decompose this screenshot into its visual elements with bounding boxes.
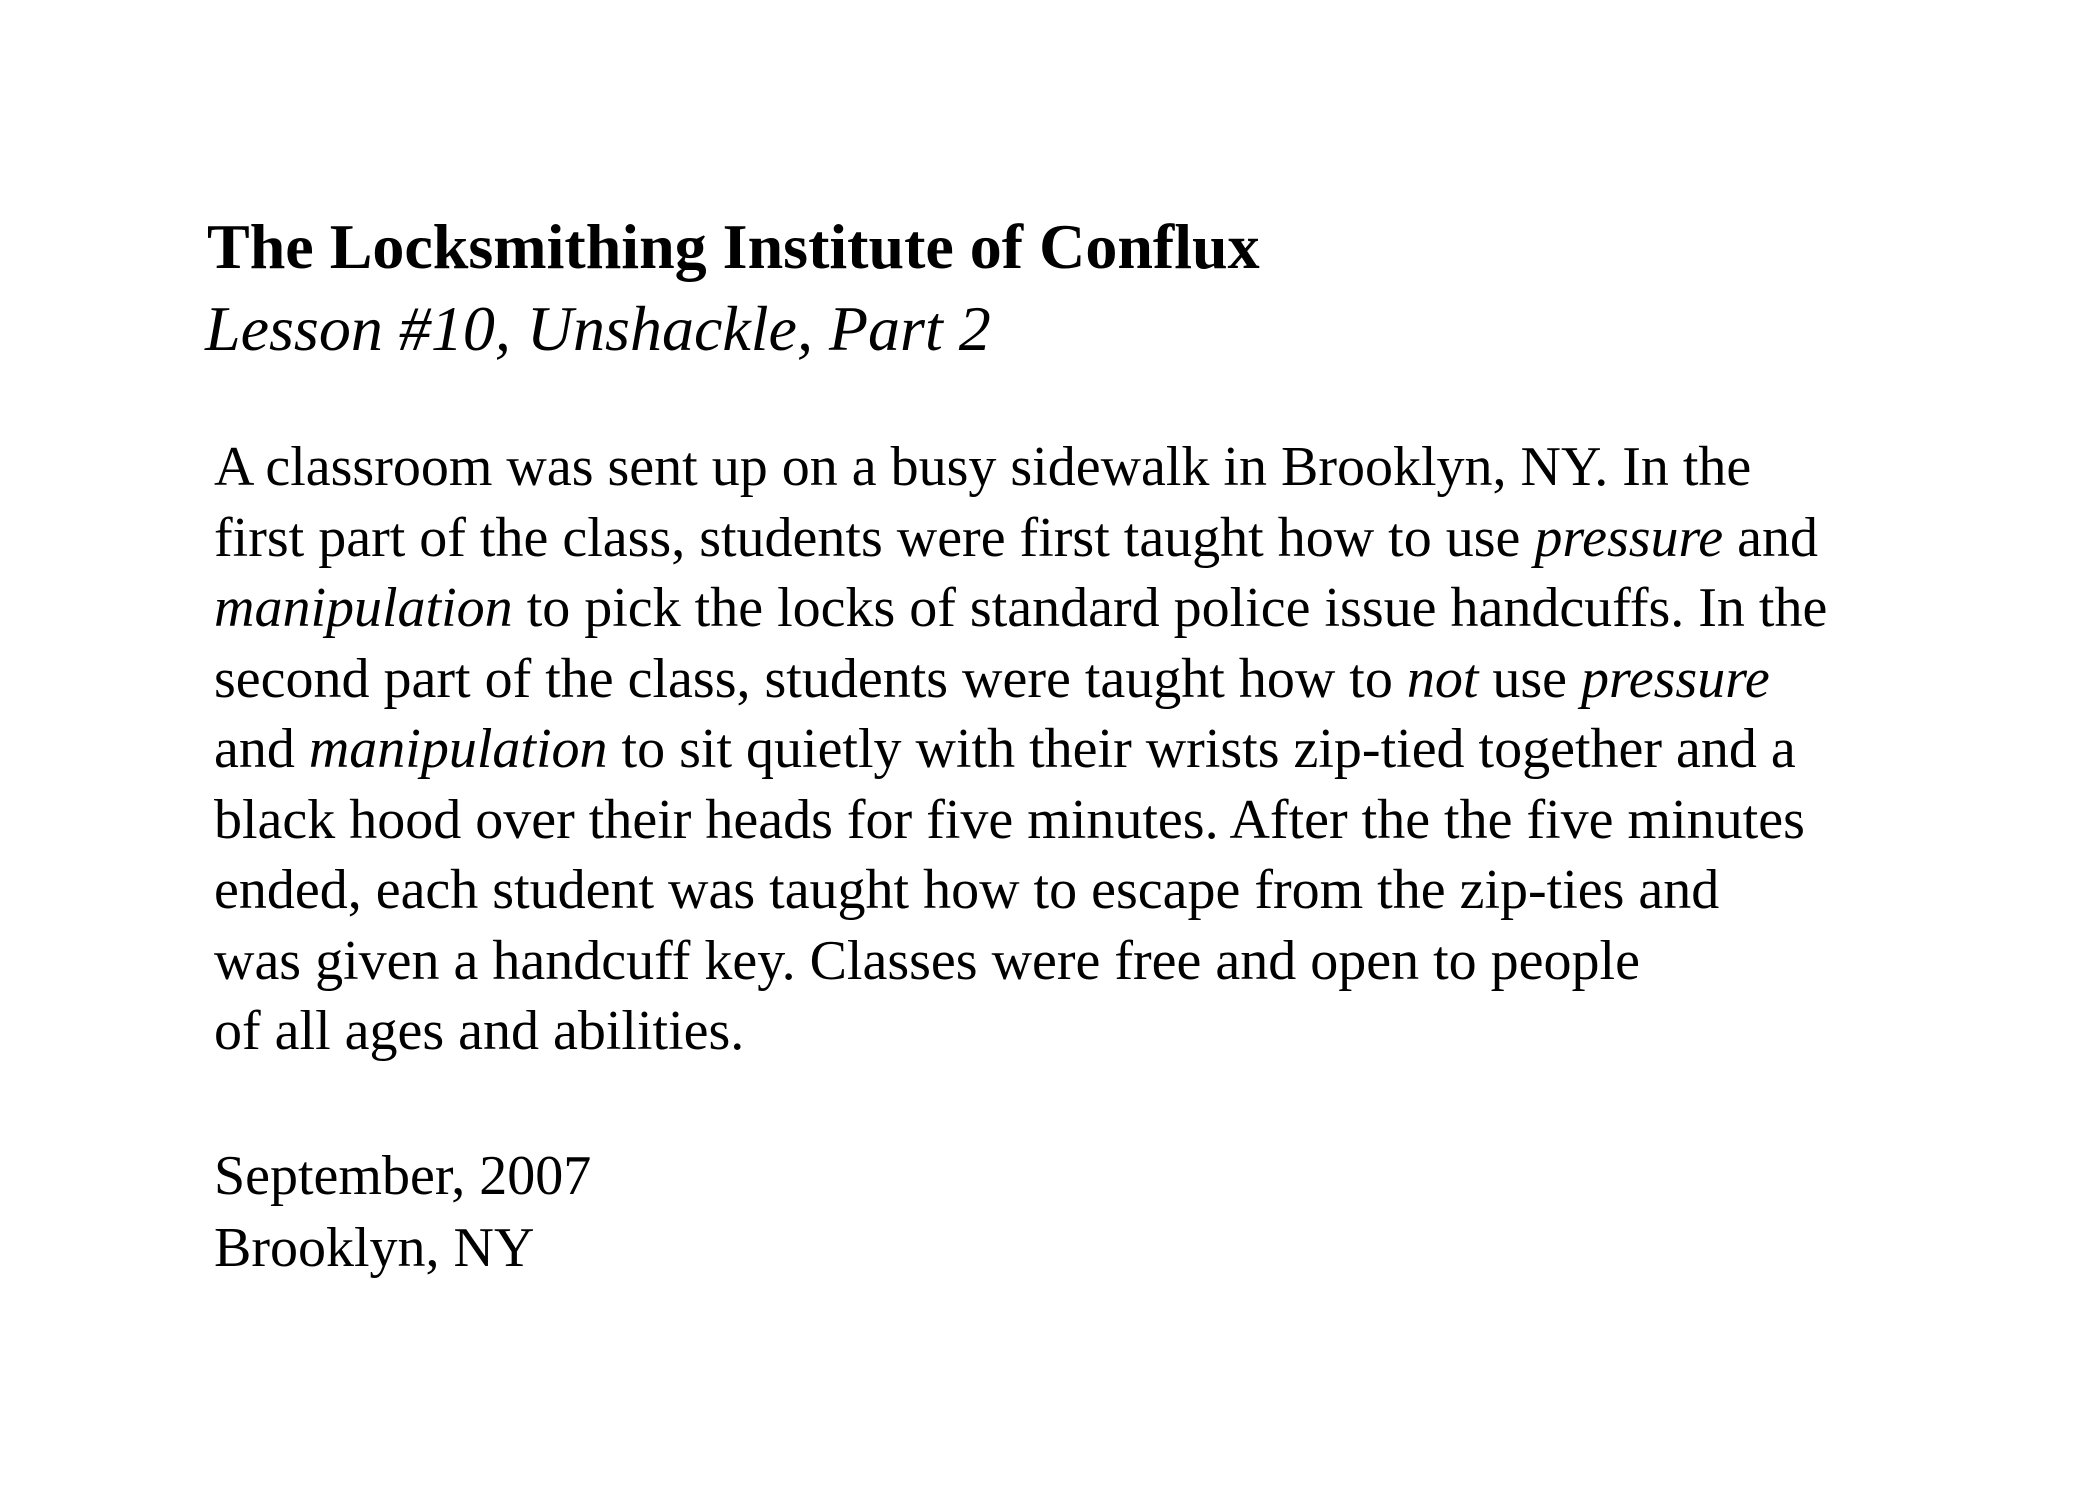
text-run: and — [1723, 506, 1818, 569]
text-run: A classroom was sent up on a busy sidewalk in Brooklyn, NY. In the — [214, 436, 1752, 498]
date-location-block — [214, 1140, 591, 1284]
document-title: The Locksmithing Institute of Conflux — [207, 211, 1260, 282]
text-run: ended, each student was taught how to escape from the zip-ties and — [214, 859, 1720, 921]
emphasized-word: manipulation — [214, 577, 513, 639]
text-run: to sit quietly with their wrists zip-tied together and a — [607, 718, 1796, 780]
text-run: black hood over their heads for five minutes. After the the five minutes — [214, 788, 1805, 851]
body-line — [214, 573, 1827, 644]
document-subtitle: Lesson #10, Unshackle, Part 2 — [205, 293, 991, 364]
body-line — [214, 785, 1827, 856]
body-line — [214, 996, 1827, 1067]
body-line — [214, 926, 1827, 997]
date-text: September, 2007 — [214, 1145, 592, 1207]
text-run: to pick the locks of standard police issue handcuffs. In the — [512, 577, 1828, 639]
text-run: first part of the class, students were first taught how to use — [214, 506, 1535, 569]
text-run: second part of the class, students were taught how to — [214, 647, 1407, 710]
text-run: use — [1478, 647, 1582, 710]
body-paragraph — [214, 432, 1827, 1067]
text-run: of all ages and abilities. — [214, 1000, 745, 1062]
emphasized-word: pressure — [1534, 506, 1724, 569]
body-line — [214, 855, 1827, 926]
body-line — [214, 432, 1827, 503]
emphasized-word: pressure — [1581, 647, 1770, 710]
emphasized-word: not — [1406, 647, 1479, 710]
text-run: and — [214, 718, 309, 780]
body-line — [214, 503, 1827, 574]
emphasized-word: manipulation — [308, 718, 608, 780]
location-text: Brooklyn, NY — [214, 1217, 535, 1279]
body-line — [214, 714, 1827, 785]
text-run: was given a handcuff key. Classes were free and open to people — [214, 929, 1640, 992]
body-line — [214, 644, 1827, 715]
